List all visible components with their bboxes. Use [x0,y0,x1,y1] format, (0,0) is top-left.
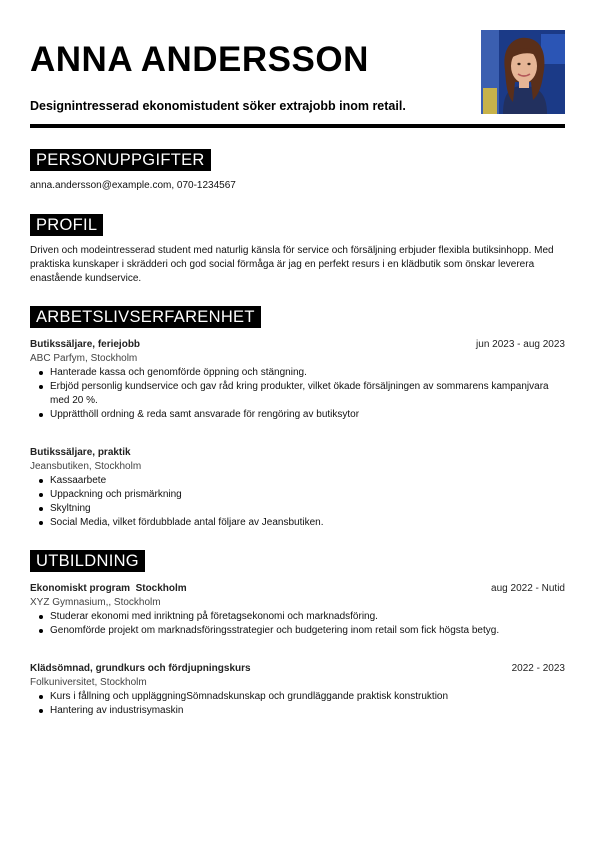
resume-header [30,0,565,128]
list-item: Kurs i fållning och uppläggningSömnadskunskap och grundläggande praktisk konstruktion [39,690,565,704]
job-title: Butikssäljare, praktik [30,447,131,458]
education-entry [30,582,565,638]
candidate-name: ANNA ANDERSSON [30,40,369,79]
job-bullets [39,366,565,422]
profile-photo [481,30,565,114]
education-date: 2022 - 2023 [511,663,565,674]
personal-section [30,149,565,191]
section-title-profile: PROFIL [30,214,103,236]
profile-section [30,214,565,286]
candidate-tagline: Designintresserad ekonomistudent söker extrajobb inom retail. [30,99,406,113]
list-item: Social Media, vilket fördubblade antal följare av Jeansbutiken. [39,516,565,530]
section-title-experience: ARBETSLIVSERFARENHET [30,306,261,328]
education-entry [30,662,565,718]
job-employer: ABC Parfym, Stockholm [30,353,138,364]
education-date: aug 2022 - Nutid [491,583,565,594]
contact-info: anna.andersson@example.com, 070-1234567 [30,180,236,191]
list-item: Studerar ekonomi med inriktning på företagsekonomi och marknadsföring. [39,610,565,624]
job-entry [30,446,565,530]
section-title-education: UTBILDNING [30,550,145,572]
experience-section [30,306,565,530]
list-item: Kassaarbete [39,474,565,488]
education-bullets [39,610,565,638]
education-school: XYZ Gymnasium,, Stockholm [30,597,161,608]
section-title-personal: PERSONUPPGIFTER [30,149,211,171]
profile-text: Driven och modeintresserad student med naturlig känsla för service och försäljning erbjuder flexibla butiksinhopp. Med praktiska kunskaper i skrädderi och god social förmåga är jag en perfekt resurs i en klädbutik som önskar leverera enastående kundservice. [30,245,554,284]
education-title: Ekonomiskt program Stockholm [30,583,187,594]
education-school: Folkuniversitet, Stockholm [30,677,147,688]
header-divider [30,124,565,128]
resume-page [30,0,565,718]
education-bullets [39,690,565,718]
list-item: Skyltning [39,502,565,516]
list-item: Genomförde projekt om marknadsföringsstrategier och budgetering inom retail som fick högsta betyg. [39,624,565,638]
job-date: jun 2023 - aug 2023 [476,339,565,350]
list-item: Erbjöd personlig kundservice och gav råd kring produkter, vilket ökade försäljningen av sommarens kampanjvara med 20 %. [39,380,565,408]
list-item: Uppackning och prismärkning [39,488,565,502]
list-item: Hanterade kassa och genomförde öppning och stängning. [39,366,565,380]
job-title: Butikssäljare, feriejobb [30,339,141,350]
education-section [30,550,565,718]
job-bullets [39,474,565,530]
list-item: Upprätthöll ordning & reda samt ansvarade för rengöring av butiksytor [39,408,565,422]
job-employer: Jeansbutiken, Stockholm [30,461,142,472]
job-entry [30,338,565,422]
education-title: Klädsömnad, grundkurs och fördjupningskurs [30,663,251,674]
list-item: Hantering av industrisymaskin [39,704,565,718]
portrait-photo-icon [481,30,565,114]
